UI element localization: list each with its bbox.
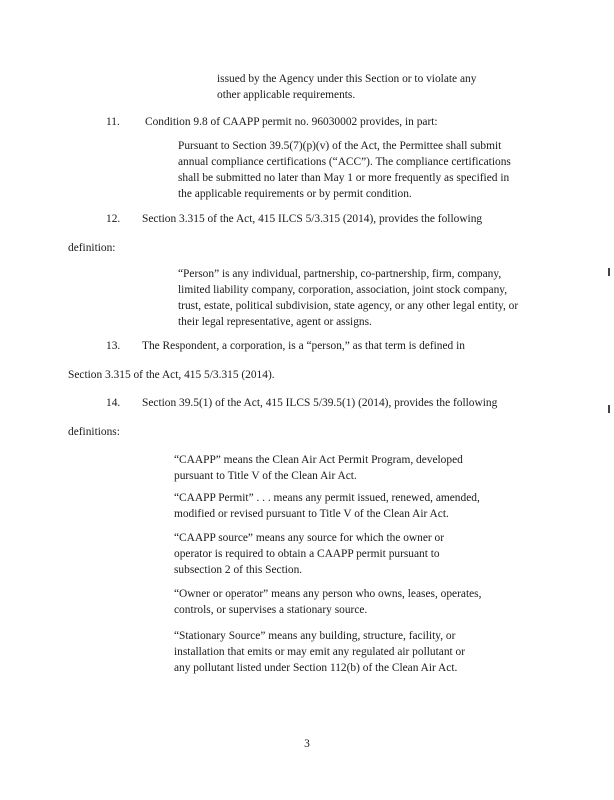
- definition-caapp-permit: [174, 490, 480, 522]
- definition-line: operator is required to obtain a CAAPP permit pursuant to: [174, 548, 440, 560]
- quote-line: Pursuant to Section 39.5(7)(p)(v) of the Act, the Permittee shall submit: [178, 140, 502, 152]
- para-11-intro: Condition 9.8 of CAAPP permit no. 96030002 provides, in part:: [145, 116, 438, 128]
- para-11-quote: [178, 138, 511, 202]
- para-12-quote: [178, 266, 518, 330]
- scan-edge-mark: [608, 405, 610, 413]
- quote-line: trust, estate, political subdivision, state agency, or any other legal entity, or: [178, 300, 519, 312]
- definition-line: “CAAPP source” means any source for which the owner or: [174, 532, 445, 544]
- definition-line: subsection 2 of this Section.: [174, 564, 303, 576]
- definition-line: controls, or supervises a stationary source.: [174, 604, 368, 616]
- quote-line: shall be submitted no later than May 1 or more frequently as specified in: [178, 172, 510, 184]
- para-12-number: 12.: [106, 213, 121, 225]
- para-14-number: 14.: [106, 397, 121, 409]
- para-11-number: 11.: [106, 116, 120, 128]
- quote-line: their legal representative, agent or assigns.: [178, 316, 372, 328]
- continuation-line: issued by the Agency under this Section or to violate any: [217, 73, 477, 85]
- quote-line: limited liability company, corporation, association, joint stock company,: [178, 284, 508, 296]
- para-12-intro-cont: definition:: [68, 242, 116, 254]
- definition-line: “CAAPP Permit” . . . means any permit issued, renewed, amended,: [174, 492, 480, 504]
- definition-line: modified or revised pursuant to Title V of the Clean Air Act.: [174, 508, 449, 520]
- definition-line: installation that emits or may emit any regulated air pollutant or: [174, 646, 466, 658]
- definition-line: “CAAPP” means the Clean Air Act Permit Program, developed: [174, 454, 463, 466]
- quote-line: annual compliance certifications (“ACC”). The compliance certifications: [178, 156, 511, 168]
- page-number: 3: [304, 738, 310, 750]
- continuation-line: other applicable requirements.: [217, 89, 356, 101]
- para-13-intro-cont: Section 3.315 of the Act, 415 5/3.315 (2014).: [68, 369, 275, 381]
- definition-caapp-source: [174, 530, 444, 578]
- definition-line: pursuant to Title V of the Clean Air Act.: [174, 470, 357, 482]
- quote-line: “Person” is any individual, partnership, co-partnership, firm, company,: [178, 268, 502, 280]
- definition-line: any pollutant listed under Section 112(b) of the Clean Air Act.: [174, 662, 458, 674]
- quote-line: the applicable requirements or by permit condition.: [178, 188, 412, 200]
- definition-owner-operator: [174, 586, 481, 618]
- definition-stationary-source: [174, 628, 465, 676]
- para-13-number: 13.: [106, 340, 121, 352]
- definition-line: “Owner or operator” means any person who owns, leases, operates,: [174, 588, 482, 600]
- para-13-intro: The Respondent, a corporation, is a “person,” as that term is defined in: [142, 340, 465, 352]
- para-14-intro-cont: definitions:: [68, 426, 120, 438]
- definition-caapp: [174, 452, 463, 484]
- para-12-intro: Section 3.315 of the Act, 415 ILCS 5/3.315 (2014), provides the following: [142, 213, 483, 225]
- continuation-quote: [217, 71, 476, 103]
- scan-edge-mark: [608, 268, 610, 276]
- para-14-intro: Section 39.5(1) of the Act, 415 ILCS 5/39.5(1) (2014), provides the following: [142, 397, 498, 409]
- definition-line: “Stationary Source” means any building, structure, facility, or: [174, 630, 456, 642]
